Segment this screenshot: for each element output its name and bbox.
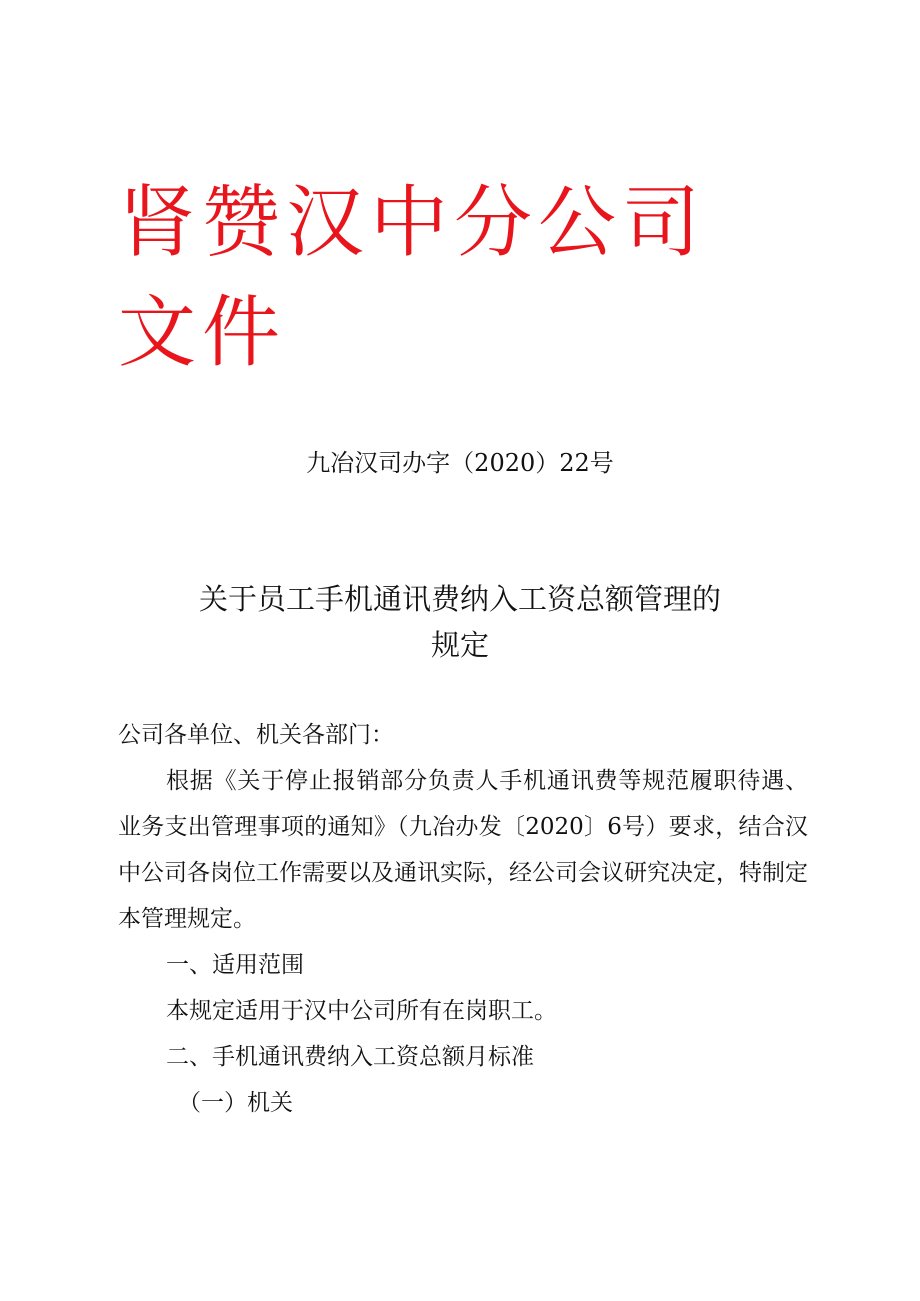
paragraph-basis: 根据《关于停止报销部分负责人手机通讯费等规范履职待遇、业务支出管理事项的通知》（九冶办发〔2020〕6号）要求，结合汉中公司各岗位工作需要以及通讯实际，经公司会议研究决定，特制定本管理规定。 [118, 768, 808, 932]
document-body [118, 712, 808, 1126]
title-line-1: 关于员工手机通讯费纳入工资总额管理的 [198, 582, 721, 616]
title-line-2: 规定 [430, 628, 489, 662]
document-header-title: 肾赞汉中分公司文件 [118, 178, 707, 378]
document-title [160, 576, 760, 668]
document-number: 九冶汉司办字（2020）22号 [306, 449, 614, 477]
salutation: 公司各单位、机关各部门： [118, 722, 394, 748]
section-2-heading: 二、手机通讯费纳入工资总额月标准 [166, 1044, 534, 1070]
section-1-text: 本规定适用于汉中公司所有在岗职工。 [166, 998, 557, 1024]
section-1-heading: 一、适用范围 [166, 952, 304, 978]
subsection-1-heading: （一）机关 [178, 1090, 293, 1116]
